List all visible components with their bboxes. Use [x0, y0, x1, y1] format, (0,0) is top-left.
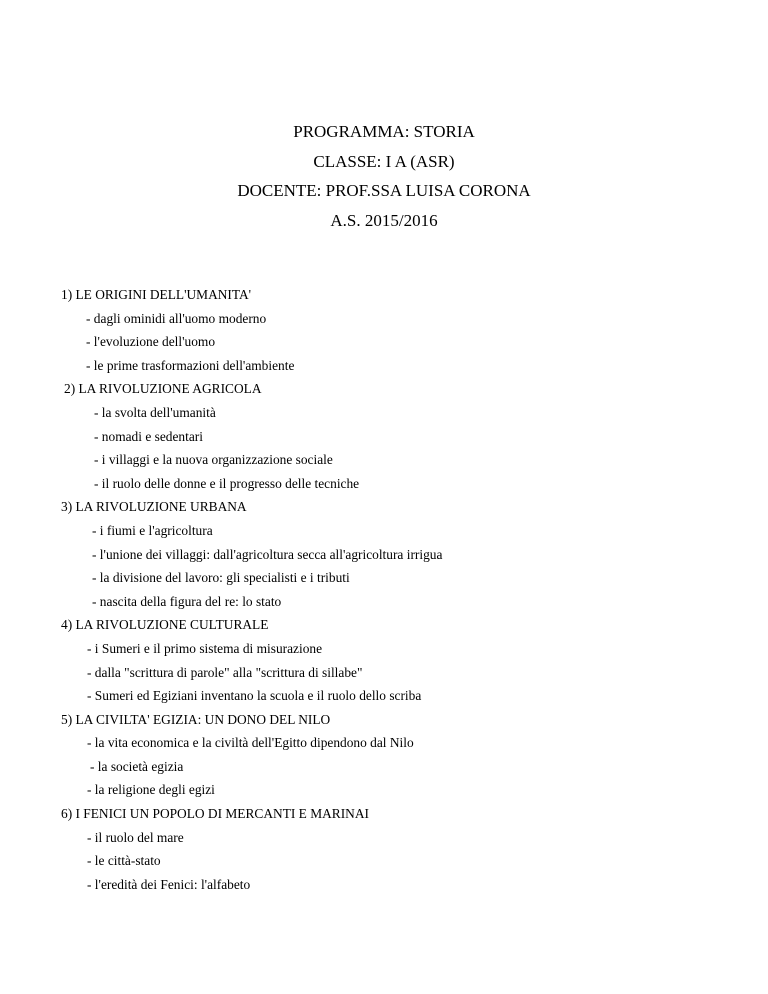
list-item: - la vita economica e la civiltà dell'Egitto dipendono dal Nilo	[87, 735, 414, 751]
section-3	[0, 495, 768, 613]
document-header	[0, 117, 768, 235]
program-contents	[0, 283, 768, 896]
section-title: 4) LA RIVOLUZIONE CULTURALE	[61, 617, 269, 633]
class-line: CLASSE: I A (ASR)	[313, 151, 455, 171]
section-1	[0, 283, 768, 377]
list-item: - le prime trasformazioni dell'ambiente	[86, 357, 295, 373]
section-title: 3) LA RIVOLUZIONE URBANA	[61, 499, 247, 515]
section-title: 6) I FENICI UN POPOLO DI MERCANTI E MARINAI	[61, 806, 369, 822]
list-item: - il ruolo del mare	[87, 829, 184, 845]
list-item: - nascita della figura del re: lo stato	[92, 593, 282, 609]
list-item: - le città-stato	[87, 853, 161, 869]
teacher-line: DOCENTE: PROF.SSA LUISA CORONA	[237, 181, 531, 200]
list-item: - la svolta dell'umanità	[94, 404, 216, 420]
list-item: - il ruolo delle donne e il progresso delle tecniche	[94, 475, 360, 491]
list-item: - i Sumeri e il primo sistema di misurazione	[87, 640, 323, 656]
list-item: - Sumeri ed Egiziani inventano la scuola e il ruolo dello scriba	[87, 688, 422, 704]
list-item: - l'eredità dei Fenici: l'alfabeto	[87, 876, 251, 892]
section-title: 2) LA RIVOLUZIONE AGRICOLA	[64, 381, 262, 397]
list-item: - la divisione del lavoro: gli specialisti e i tributi	[92, 570, 350, 586]
list-item: - dagli ominidi all'uomo moderno	[86, 310, 267, 326]
section-5	[0, 708, 768, 802]
list-item: - i villaggi e la nuova organizzazione sociale	[94, 452, 333, 468]
section-2	[0, 377, 768, 495]
list-item: - l'unione dei villaggi: dall'agricoltura secca all'agricoltura irrigua	[92, 546, 443, 562]
program-title: PROGRAMMA: STORIA	[293, 122, 475, 141]
section-title: 5) LA CIVILTA' EGIZIA: UN DONO DEL NILO	[61, 711, 331, 727]
list-item: - l'evoluzione dell'uomo	[86, 334, 216, 350]
section-title: 1) LE ORIGINI DELL'UMANITA'	[61, 287, 252, 302]
section-6	[0, 802, 768, 896]
list-item: - nomadi e sedentari	[94, 428, 203, 444]
list-item: - dalla "scrittura di parole" alla "scrittura di sillabe"	[87, 664, 363, 680]
list-item: - la società egizia	[90, 758, 184, 774]
school-year-line: A.S. 2015/2016	[330, 210, 438, 230]
list-item: - la religione degli egizi	[87, 782, 215, 798]
list-item: - i fiumi e l'agricoltura	[92, 522, 213, 538]
section-4	[0, 613, 768, 707]
